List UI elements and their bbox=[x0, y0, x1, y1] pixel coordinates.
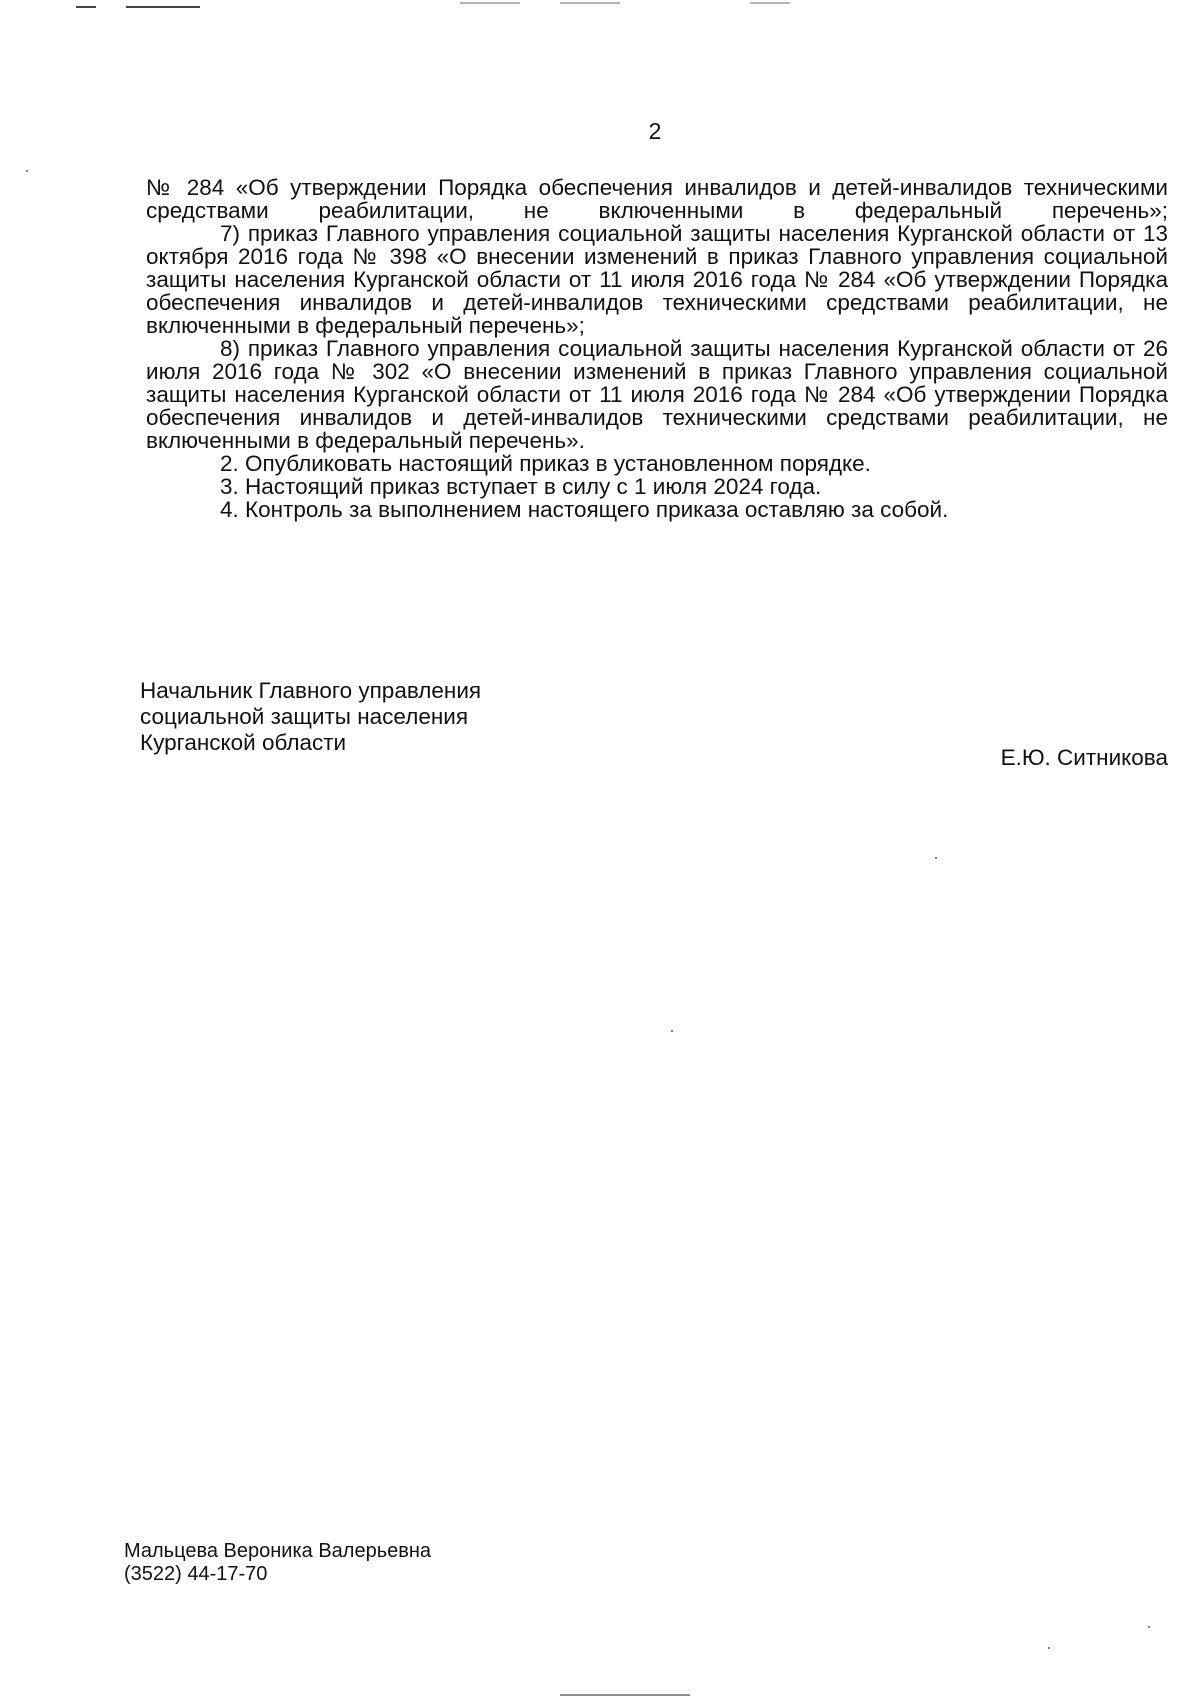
scan-speck bbox=[1048, 1647, 1050, 1649]
page-number: 2 bbox=[648, 118, 662, 144]
signer-position-line: Курганской области bbox=[140, 730, 347, 755]
signer-position-line: социальной защиты населения bbox=[140, 704, 469, 729]
paragraph-clause-4: 4. Контроль за выполнением настоящего приказа оставляю за собой. bbox=[220, 497, 949, 522]
scan-artifact bbox=[126, 6, 200, 8]
signature-block bbox=[140, 678, 1170, 770]
scan-speck bbox=[26, 170, 28, 172]
paragraph-item-7: 7) приказ Главного управления социальной защиты населения Курганской области от 13 октября 2016 года № 398 «О внесении изменений в приказ Главного управления социальной защиты населения Курганской области от 11 июля 2016 года № 284 «Об утверждении Порядка обеспечения инвалидов и детей-инвалидов техническими средствами реабилитации, не включенными в федеральный перечень»; bbox=[146, 221, 1168, 338]
scan-artifact bbox=[560, 2, 620, 4]
scan-speck bbox=[935, 857, 937, 859]
paragraph-clause-3: 3. Настоящий приказ вступает в силу с 1 июля 2024 года. bbox=[220, 474, 822, 499]
executor-name: Мальцева Вероника Валерьевна bbox=[124, 1540, 432, 1562]
signer-position-line: Начальник Главного управления bbox=[140, 678, 482, 703]
scan-speck bbox=[671, 1030, 673, 1032]
executor-phone: (3522) 44-17-70 bbox=[124, 1563, 268, 1585]
scan-artifact bbox=[76, 6, 96, 8]
paragraph-item-8: 8) приказ Главного управления социальной защиты населения Курганской области от 26 июля 2016 года № 302 «О внесении изменений в приказ Главного управления социальной защиты населения Курганской области от 11 июля 2016 года № 284 «Об утверждении Порядка обеспечения инвалидов и детей-инвалидов техническими средствами реабилитации, не включенными в федеральный перечень». bbox=[146, 336, 1168, 453]
scan-artifact bbox=[750, 2, 790, 4]
scan-artifact bbox=[460, 2, 520, 4]
scan-artifact bbox=[560, 1694, 690, 1696]
paragraph-clause-2: 2. Опубликовать настоящий приказ в установленном порядке. bbox=[220, 451, 871, 476]
signer-name: Е.Ю. Ситникова bbox=[1000, 745, 1168, 770]
scan-speck bbox=[1148, 1626, 1150, 1628]
executor-info bbox=[124, 1540, 431, 1586]
paragraph-continuation: № 284 «Об утверждении Порядка обеспечения инвалидов и детей-инвалидов техническими средствами реабилитации, не включенными в федеральный перечень»; bbox=[146, 175, 1168, 223]
document-body bbox=[146, 176, 1168, 521]
